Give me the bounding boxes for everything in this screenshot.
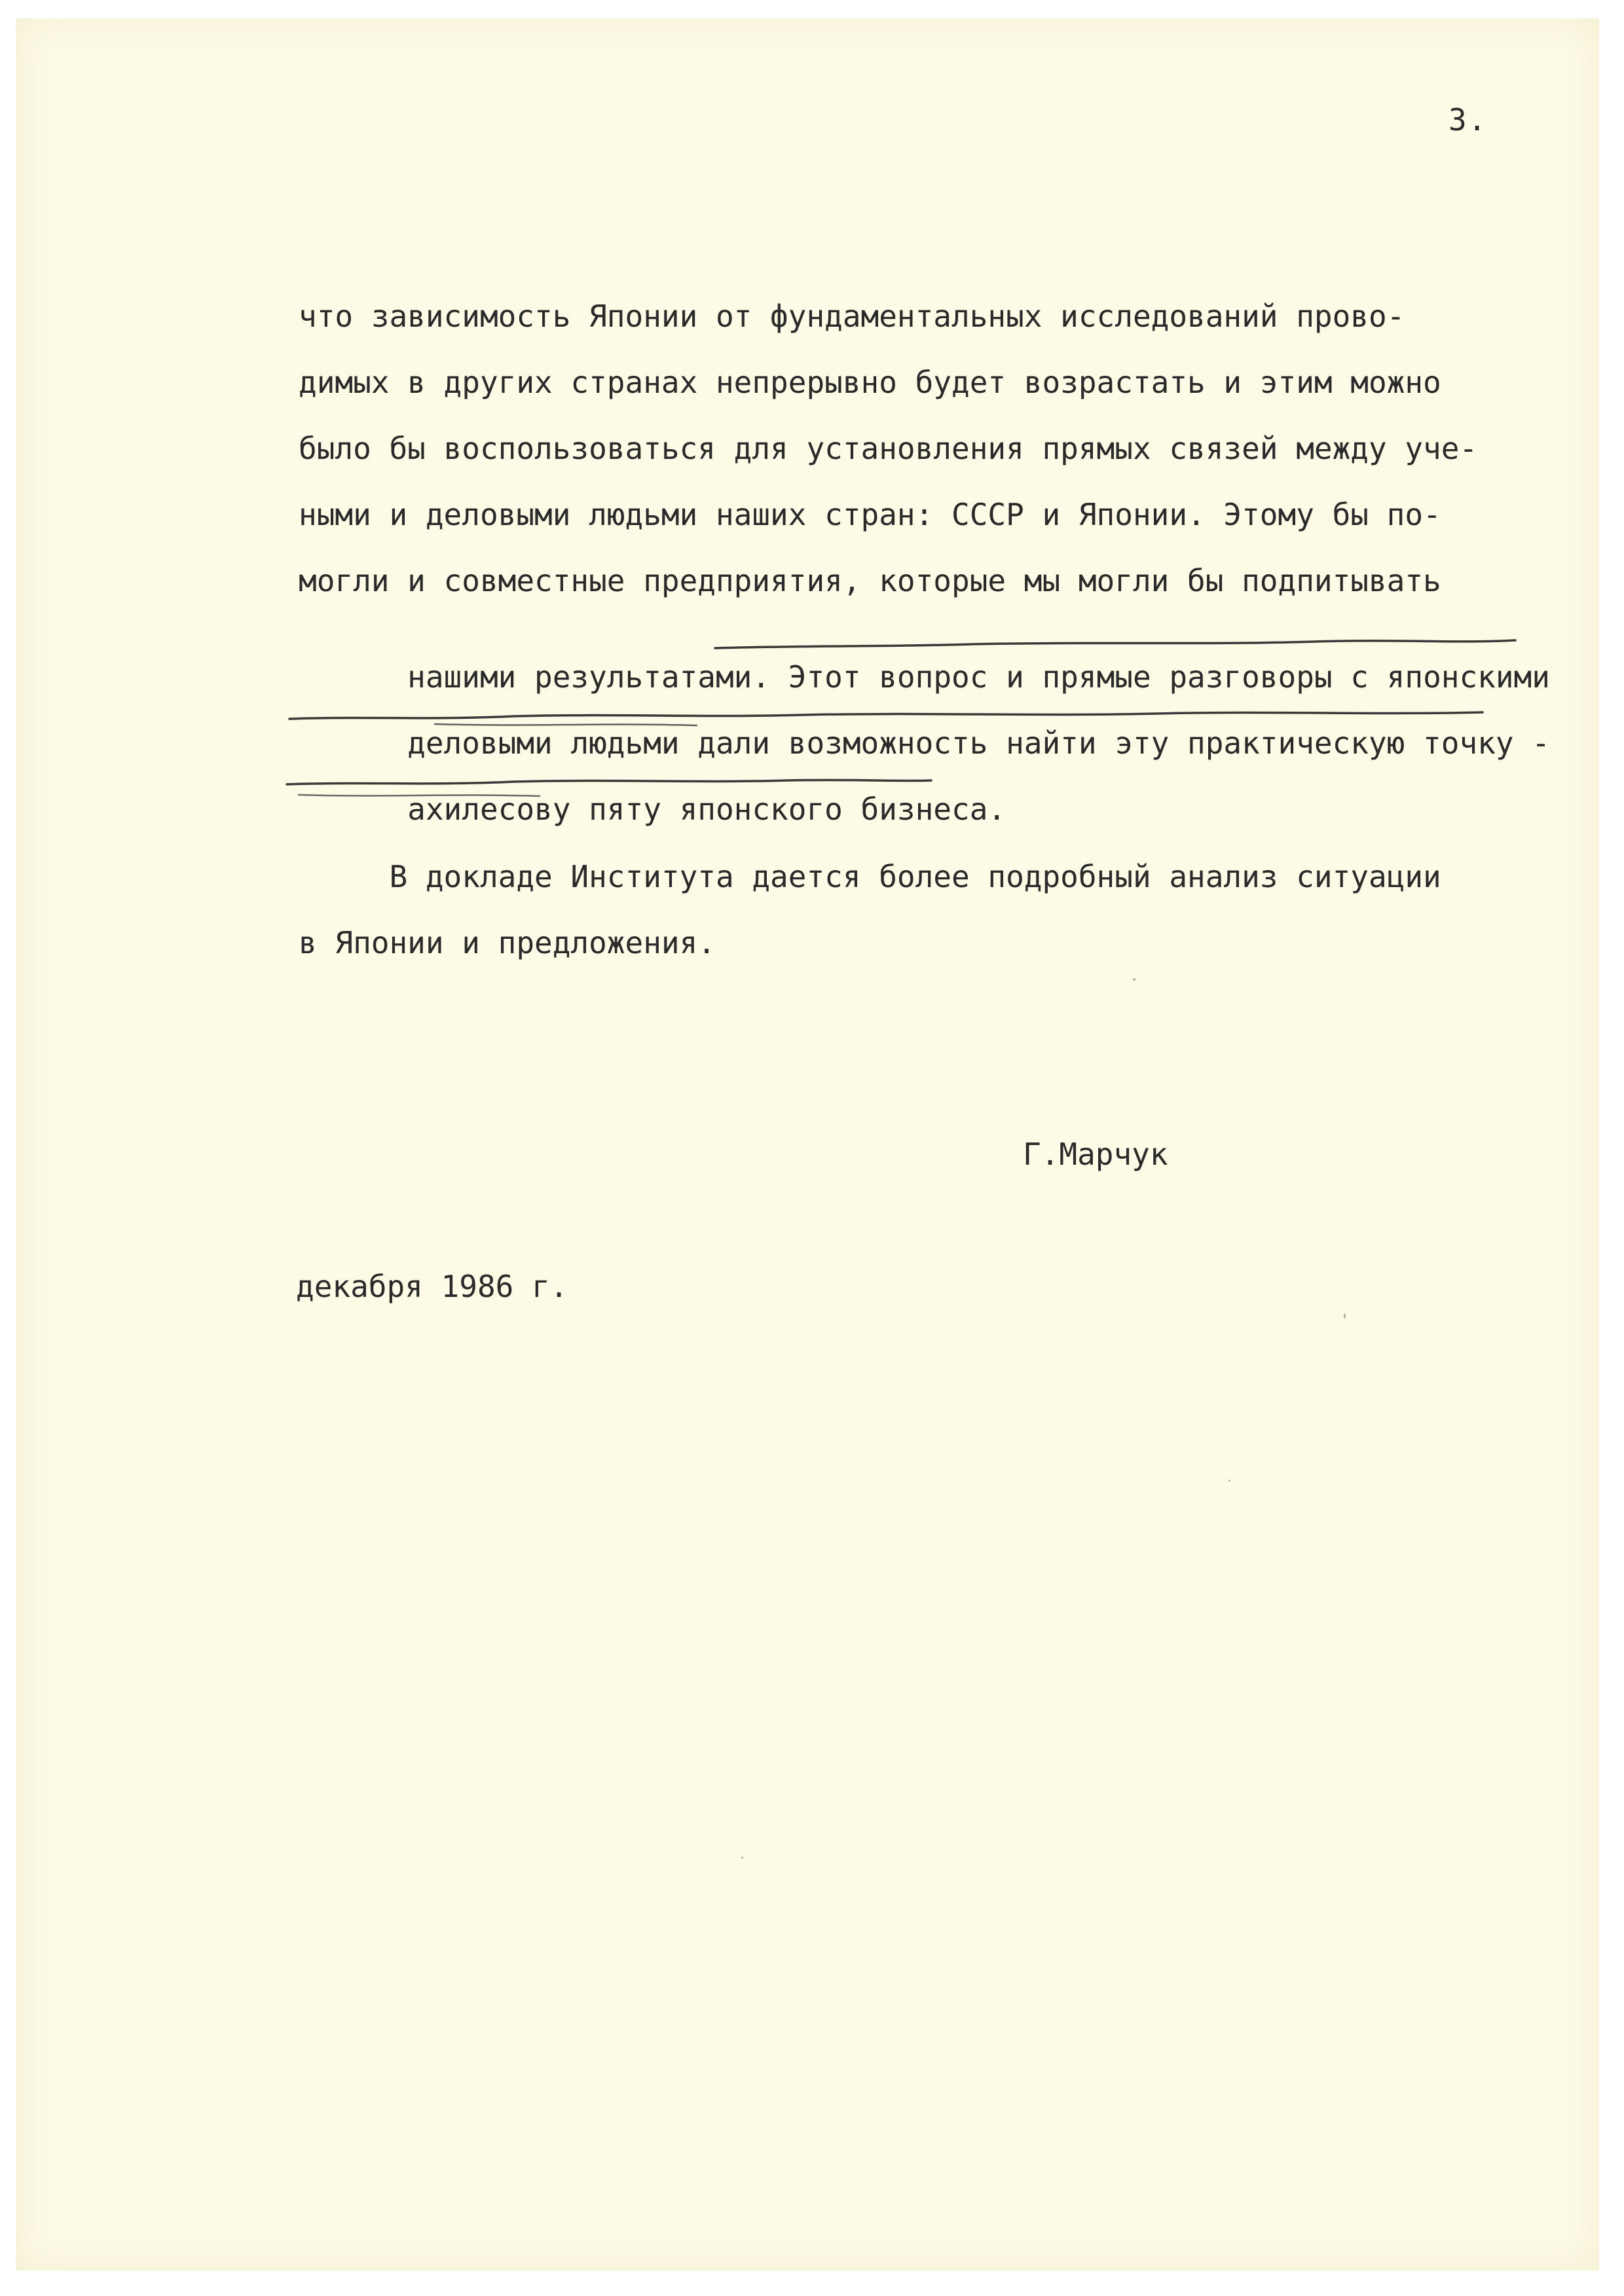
text-line: димых в других странах непрерывно будет возрастать и этим можно (299, 365, 1441, 400)
document-page (16, 18, 1599, 2270)
page-number: 3. (1449, 102, 1488, 137)
text-plain: нашими результатами. (407, 659, 788, 695)
text-line: было бы воспользоваться для установления прямых связей между уче- (299, 431, 1478, 466)
paper-speck (1228, 1480, 1230, 1482)
document-date: декабря 1986 г. (296, 1269, 568, 1304)
paper-speck (741, 1857, 743, 1859)
text-line: ными и деловыми людьми наших стран: СССР и Японии. Этому бы по- (299, 497, 1441, 532)
struck-text: ахилесову пяту японского бизнеса. (407, 792, 1006, 827)
struck-text: Этот вопрос и прямые разговоры с японскими (788, 659, 1550, 695)
text-line: могли и совместные предприятия, которые мы могли бы подпитывать (299, 563, 1441, 598)
paper-speck (1344, 1313, 1346, 1319)
text-line: В докладе Института дается более подробный анализ ситуации (299, 859, 1441, 894)
text-plain: - (1513, 725, 1550, 761)
struck-text: деловыми людьми дали возможность найти эту практическую точку (407, 725, 1514, 761)
signature: Г.Марчук (1023, 1137, 1168, 1172)
paper-speck (1133, 978, 1135, 981)
text-line: что зависимость Японии от фундаментальных исследований прово- (299, 299, 1405, 334)
text-line (299, 764, 1006, 854)
text-line: в Японии и предложения. (299, 925, 716, 960)
